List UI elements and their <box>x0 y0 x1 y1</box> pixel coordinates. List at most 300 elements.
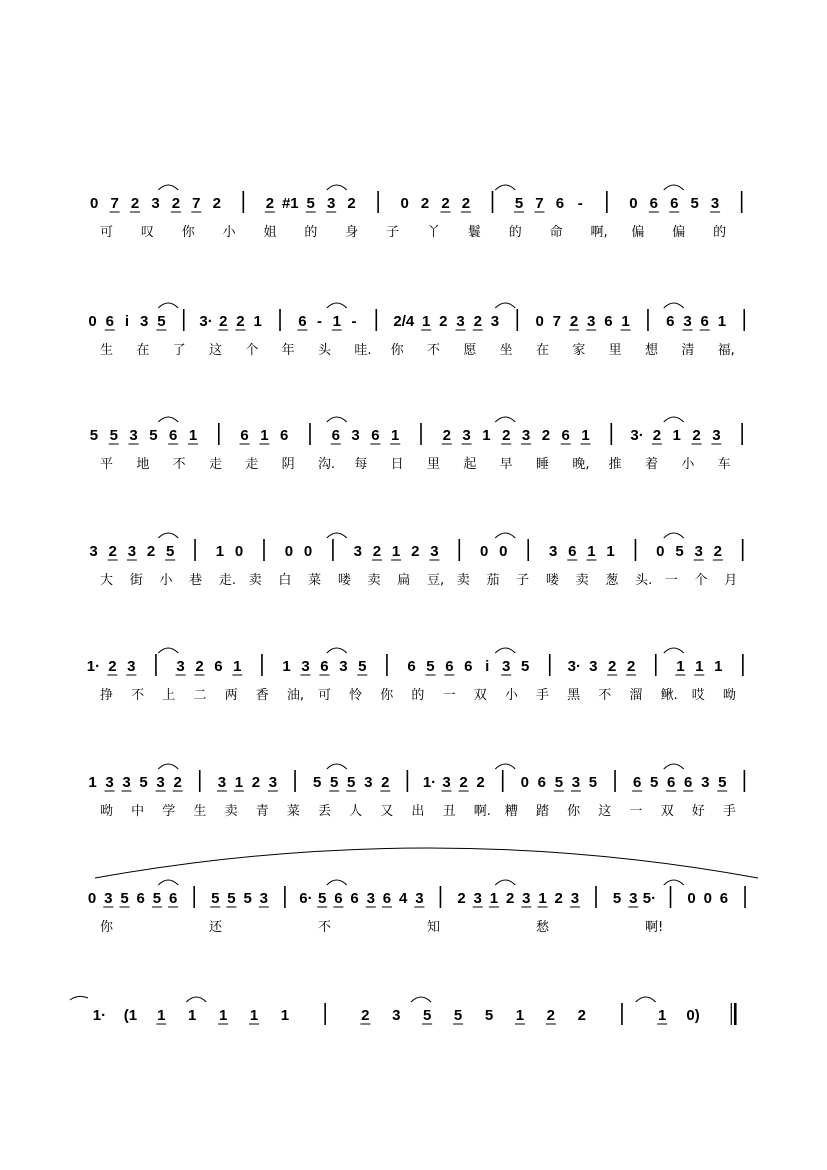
note: 6 <box>666 313 675 330</box>
note: 3 <box>522 890 531 907</box>
lyric-syllable: 大 <box>100 573 114 588</box>
lyric-syllable: 哇. <box>354 343 372 358</box>
note: 5· <box>642 890 657 907</box>
note: 1 <box>88 774 97 791</box>
note: 0 <box>656 543 665 560</box>
lyric-syllable: 手 <box>722 804 736 819</box>
note: 5 <box>157 313 166 330</box>
slur <box>495 764 515 769</box>
note: 5 <box>612 890 622 907</box>
note: 1 <box>282 658 291 675</box>
lyric-syllable: 卖 <box>367 573 381 588</box>
note: 5 <box>330 774 339 791</box>
slur <box>327 417 347 422</box>
note: 6 <box>670 195 679 212</box>
lyric-syllable: 上 <box>162 688 176 703</box>
lyric-syllable: 里 <box>608 343 622 358</box>
lyric-syllable: 出 <box>411 804 425 819</box>
lyric-syllable: 知 <box>427 920 441 935</box>
note: 2/4 <box>393 313 415 330</box>
note: 0 <box>520 774 529 791</box>
note: 3 <box>268 774 278 791</box>
note: 1 <box>391 427 400 444</box>
lyric-syllable: 不 <box>318 920 332 935</box>
lyric-syllable: 子 <box>516 573 530 588</box>
slur <box>158 417 178 422</box>
note: 1 <box>188 427 198 444</box>
note: 3 <box>701 774 710 791</box>
lyric-syllable: 啊, <box>590 225 608 240</box>
note: 2 <box>420 195 430 212</box>
note: 1 <box>188 1007 197 1024</box>
note: 5 <box>347 774 356 791</box>
lyric-syllable: 走. <box>218 573 237 588</box>
note: 1 <box>606 543 615 560</box>
note: - <box>577 195 583 212</box>
note: 5 <box>243 890 252 907</box>
note: 1· <box>86 658 101 675</box>
note: 2 <box>381 774 390 791</box>
note: 3 <box>571 774 581 791</box>
note: 3 <box>351 427 360 444</box>
note: 0 <box>480 543 489 560</box>
note: 2 <box>459 774 468 791</box>
note: 6 <box>331 427 340 444</box>
note: 7 <box>110 195 119 212</box>
lyric-syllable: 推 <box>608 457 622 472</box>
lyric-syllable: 命 <box>549 225 563 240</box>
lyric-syllable: 身 <box>345 225 359 240</box>
note: 3 <box>587 313 596 330</box>
lyric-syllable: 愁 <box>536 920 550 935</box>
note: - <box>317 313 323 330</box>
note: 6 <box>464 658 473 675</box>
lyric-syllable: 卖 <box>456 573 470 588</box>
lyric-syllable: 茄 <box>486 573 500 588</box>
note: 2 <box>652 427 662 444</box>
lyric-syllable: 啊! <box>645 920 664 935</box>
note: 5 <box>690 195 699 212</box>
note: 1· <box>422 774 437 791</box>
lyric-syllable: 每 <box>354 457 368 472</box>
lyric-syllable: 清 <box>681 343 695 358</box>
lyric-syllable: 一 <box>442 688 456 703</box>
lyric-syllable: 了 <box>172 343 186 358</box>
note: 3 <box>104 890 113 907</box>
note: 3 <box>570 890 580 907</box>
lyric-syllable: 地 <box>136 457 150 472</box>
note: 5 <box>152 890 162 907</box>
lyric-syllable: 鳅. <box>660 688 678 703</box>
note: 3 <box>462 427 471 444</box>
note: 2 <box>577 1007 586 1024</box>
note: 1 <box>421 313 431 330</box>
note: 6 <box>684 774 693 791</box>
lyric-syllable: 鬟 <box>467 225 481 240</box>
note: 1 <box>672 427 681 444</box>
note: 3 <box>156 774 165 791</box>
note: 6 <box>214 658 223 675</box>
lyric-syllable: 双 <box>473 688 487 703</box>
note: 3 <box>353 543 362 560</box>
note: 1 <box>489 890 499 907</box>
note: 6 <box>537 774 547 791</box>
note: 3 <box>127 543 137 560</box>
lyric-syllable: 中 <box>131 804 145 819</box>
note: 7 <box>192 195 201 212</box>
note: 3· <box>630 427 644 444</box>
lyric-syllable: 早 <box>499 457 513 472</box>
note: 2 <box>146 543 156 560</box>
note: 7 <box>535 195 544 212</box>
lyric-syllable: 黑 <box>567 688 581 703</box>
phrase-slur <box>95 848 758 878</box>
lyric-syllable: 街 <box>129 573 143 588</box>
note: 2 <box>626 658 636 675</box>
note: 0 <box>629 195 638 212</box>
note: 1 <box>215 543 225 560</box>
note: 6· <box>299 890 313 907</box>
lyric-syllable: 家 <box>572 343 586 358</box>
note: 6 <box>555 195 565 212</box>
note: 4 <box>399 890 408 907</box>
lyric-syllable: 手 <box>536 688 550 703</box>
lyric-syllable: 想 <box>645 343 659 358</box>
lyric-syllable: 还 <box>209 920 223 935</box>
note: 1 <box>234 774 244 791</box>
note: 5 <box>89 427 99 444</box>
lyric-syllable: 糟 <box>504 804 518 819</box>
note: 5 <box>423 1007 432 1024</box>
lyric-syllable: 你 <box>100 920 114 935</box>
note: 2 <box>713 543 722 560</box>
note: 2 <box>502 427 511 444</box>
lyric-syllable: 啊. <box>473 804 491 819</box>
note: 5 <box>554 774 564 791</box>
note: 2 <box>541 427 551 444</box>
lyric-syllable: 扁 <box>397 573 411 588</box>
note: 3· <box>567 658 582 675</box>
lyric-syllable: 个 <box>245 343 259 358</box>
lyric-syllable: 睡 <box>536 457 550 472</box>
note: 1· <box>92 1007 107 1024</box>
note: 2 <box>372 543 382 560</box>
note: 3 <box>521 427 531 444</box>
lyric-syllable: 偏 <box>672 225 686 240</box>
note: 5 <box>514 195 524 212</box>
lyric-syllable: 喽 <box>545 573 559 588</box>
note: 3 <box>473 890 482 907</box>
lyric-syllable: 小 <box>504 688 518 703</box>
lyric-syllable: 这 <box>209 343 223 358</box>
note: 2 <box>476 774 485 791</box>
note: 2 <box>439 313 448 330</box>
lyric-syllable: 丫 <box>427 225 441 240</box>
note: 1 <box>233 658 242 675</box>
note: 5 <box>317 890 327 907</box>
note: #1 <box>281 195 299 212</box>
lyric-syllable: 喽 <box>337 573 351 588</box>
note: 0 <box>90 195 99 212</box>
lyric-syllable: 香 <box>255 688 269 703</box>
note: 2 <box>608 658 617 675</box>
lyric-syllable: 这 <box>598 804 612 819</box>
note: 5 <box>588 774 598 791</box>
note: 0 <box>88 313 97 330</box>
note: 3 <box>176 658 185 675</box>
note: 0 <box>234 543 244 560</box>
note: 1 <box>538 890 547 907</box>
note: 2 <box>461 195 471 212</box>
note: 1 <box>581 427 590 444</box>
slur <box>158 648 178 653</box>
note: 6 <box>649 195 659 212</box>
slur <box>158 533 178 538</box>
note: 5 <box>227 890 236 907</box>
note: 2 <box>347 195 356 212</box>
slur <box>327 303 347 308</box>
note: 6 <box>371 427 380 444</box>
note: 1 <box>621 313 630 330</box>
slur <box>495 417 515 422</box>
note: 5 <box>650 774 659 791</box>
lyric-syllable: 二 <box>193 688 207 703</box>
note: 2 <box>692 427 701 444</box>
lyric-syllable: 卖 <box>248 573 262 588</box>
lyric-syllable: 晚, <box>572 457 590 472</box>
lyric-syllable: 菜 <box>308 573 322 588</box>
lyric-syllable: 丑 <box>442 804 456 819</box>
lyric-syllable: 的 <box>411 688 425 703</box>
note: 3 <box>415 890 424 907</box>
note: 6 <box>240 427 249 444</box>
note: 6 <box>169 427 178 444</box>
slur <box>664 648 684 653</box>
note: 6 <box>719 890 729 907</box>
slur <box>664 303 684 308</box>
lyric-syllable: 不 <box>598 688 612 703</box>
note: 6 <box>168 890 178 907</box>
lyric-syllable: 你 <box>390 343 404 358</box>
lyric-syllable: 小 <box>222 225 236 240</box>
note: 3 <box>127 658 136 675</box>
lyric-syllable: 巷 <box>189 573 203 588</box>
note: 3 <box>392 1007 401 1024</box>
lyric-syllable: 走 <box>245 457 259 472</box>
note: 6 <box>568 543 577 560</box>
note: 3 <box>151 195 160 212</box>
lyric-syllable: 叹 <box>140 225 154 240</box>
lyric-syllable: 丢 <box>318 804 332 819</box>
note: 3 <box>259 890 269 907</box>
note: 6 <box>407 658 416 675</box>
lyric-syllable: 两 <box>224 688 238 703</box>
lyric-syllable: 白 <box>278 573 292 588</box>
note: 6 <box>320 658 329 675</box>
note: 5 <box>358 658 367 675</box>
note: 3 <box>430 543 439 560</box>
slur <box>411 997 431 1002</box>
lyric-syllable: 挣 <box>100 688 114 703</box>
note: 1 <box>332 313 341 330</box>
lyric-syllable: 车 <box>717 457 731 472</box>
slur <box>495 533 515 538</box>
slur <box>327 764 347 769</box>
note: 3 <box>694 543 703 560</box>
lyric-syllable: 坐 <box>499 343 513 358</box>
note: 3 <box>629 890 638 907</box>
lyric-syllable: 葱 <box>605 573 619 588</box>
note: 6 <box>298 313 307 330</box>
note: 3 <box>129 427 138 444</box>
lyric-syllable: 你 <box>567 804 581 819</box>
lyric-syllable: 生 <box>100 343 114 358</box>
lyric-syllable: 生 <box>193 804 207 819</box>
slur <box>664 533 684 538</box>
note: 1 <box>515 1007 525 1024</box>
note: 3 <box>548 543 558 560</box>
slur <box>664 185 684 190</box>
lyric-syllable: 小 <box>681 457 695 472</box>
lyric-syllable: 又 <box>380 804 394 819</box>
lyric-syllable: 菜 <box>286 804 300 819</box>
lyric-syllable: 个 <box>694 573 708 588</box>
note: 2 <box>130 195 140 212</box>
note: 1 <box>587 543 596 560</box>
lyric-syllable: 日 <box>390 457 404 472</box>
lyric-syllable: 走 <box>209 457 223 472</box>
note: 5 <box>453 1007 463 1024</box>
lyric-syllable: 的 <box>713 225 727 240</box>
note: 3 <box>490 313 500 330</box>
slur <box>327 880 347 885</box>
note: 3 <box>456 313 465 330</box>
lyric-syllable: 小 <box>159 573 173 588</box>
note: 3 <box>442 774 451 791</box>
note: 1 <box>695 658 704 675</box>
lyric-syllable: 呦 <box>722 688 736 703</box>
slur <box>158 880 178 885</box>
lyric-syllable: 你 <box>181 225 195 240</box>
slur <box>158 185 178 190</box>
lyric-syllable: 在 <box>136 343 150 358</box>
note: 5 <box>675 543 684 560</box>
note: 3 <box>366 890 375 907</box>
note: 2 <box>219 313 228 330</box>
note: - <box>351 313 357 330</box>
note: 2 <box>442 427 451 444</box>
lyric-syllable: 哎 <box>691 688 705 703</box>
note: 6 <box>334 890 343 907</box>
lyric-syllable: 可 <box>318 688 332 703</box>
lyric-syllable: 福, <box>717 343 735 358</box>
lyric-syllable: 好 <box>691 804 705 819</box>
note: 3 <box>217 774 227 791</box>
slur <box>158 764 178 769</box>
note: 5 <box>120 890 129 907</box>
slur <box>495 185 515 190</box>
lyric-syllable: 溜 <box>629 688 643 703</box>
note: i <box>485 658 490 675</box>
note: 0 <box>687 890 696 907</box>
note: 6 <box>350 890 359 907</box>
lyric-syllable: 沟. <box>318 457 336 472</box>
lyric-syllable: 呦 <box>100 804 114 819</box>
note: 6 <box>382 890 392 907</box>
lyric-syllable: 学 <box>162 804 176 819</box>
slur <box>664 880 684 885</box>
note: 5 <box>426 658 435 675</box>
note: 3 <box>301 658 310 675</box>
note: 1 <box>157 1007 166 1024</box>
slur <box>186 997 206 1002</box>
lyric-syllable: 年 <box>281 343 295 358</box>
slur <box>495 648 515 653</box>
note: 5 <box>139 774 148 791</box>
note: 5 <box>313 774 322 791</box>
lyric-syllable: 平 <box>100 457 114 472</box>
note: 6 <box>136 890 145 907</box>
lyric-syllable: 的 <box>304 225 318 240</box>
note: 1 <box>714 658 723 675</box>
slur <box>327 533 347 538</box>
lyric-syllable: 姐 <box>263 225 277 240</box>
note: 1 <box>657 1007 667 1024</box>
slur <box>495 303 515 308</box>
note: 5 <box>520 658 530 675</box>
lyric-syllable: 头 <box>318 343 332 358</box>
note: 3 <box>712 427 721 444</box>
note: 1 <box>391 543 401 560</box>
note: 3 <box>122 774 131 791</box>
lyric-syllable: 卖 <box>224 804 238 819</box>
note: 5 <box>109 427 118 444</box>
slur <box>636 997 656 1002</box>
note: 5 <box>306 195 315 212</box>
note: 0 <box>499 543 508 560</box>
note: 0 <box>284 543 294 560</box>
note: 2 <box>212 195 221 212</box>
note: i <box>124 313 130 330</box>
note: 2 <box>473 313 482 330</box>
lyric-syllable: 油, <box>286 688 304 703</box>
note: 1 <box>249 1007 259 1024</box>
lyric-syllable: 一 <box>664 573 678 588</box>
lyric-syllable: 愿 <box>463 343 477 358</box>
note: 6 <box>632 774 642 791</box>
note: 3 <box>502 658 511 675</box>
lyric-syllable: 一 <box>629 804 643 819</box>
slur <box>327 185 347 190</box>
note: 0 <box>303 543 313 560</box>
note: 3 <box>105 774 114 791</box>
note: 6 <box>280 427 289 444</box>
lyric-syllable: 踏 <box>536 804 550 819</box>
lyric-syllable: 偏 <box>631 225 645 240</box>
note: 2 <box>457 890 466 907</box>
note: 2 <box>554 890 563 907</box>
note: 2 <box>411 543 420 560</box>
slur <box>664 417 684 422</box>
note: 2 <box>195 658 204 675</box>
note: (1 <box>123 1007 138 1024</box>
note: 7 <box>552 313 562 330</box>
lyric-syllable: 里 <box>427 457 441 472</box>
note: 2 <box>361 1007 370 1024</box>
slur <box>495 880 515 885</box>
note: 0 <box>87 890 97 907</box>
note: 3 <box>140 313 149 330</box>
